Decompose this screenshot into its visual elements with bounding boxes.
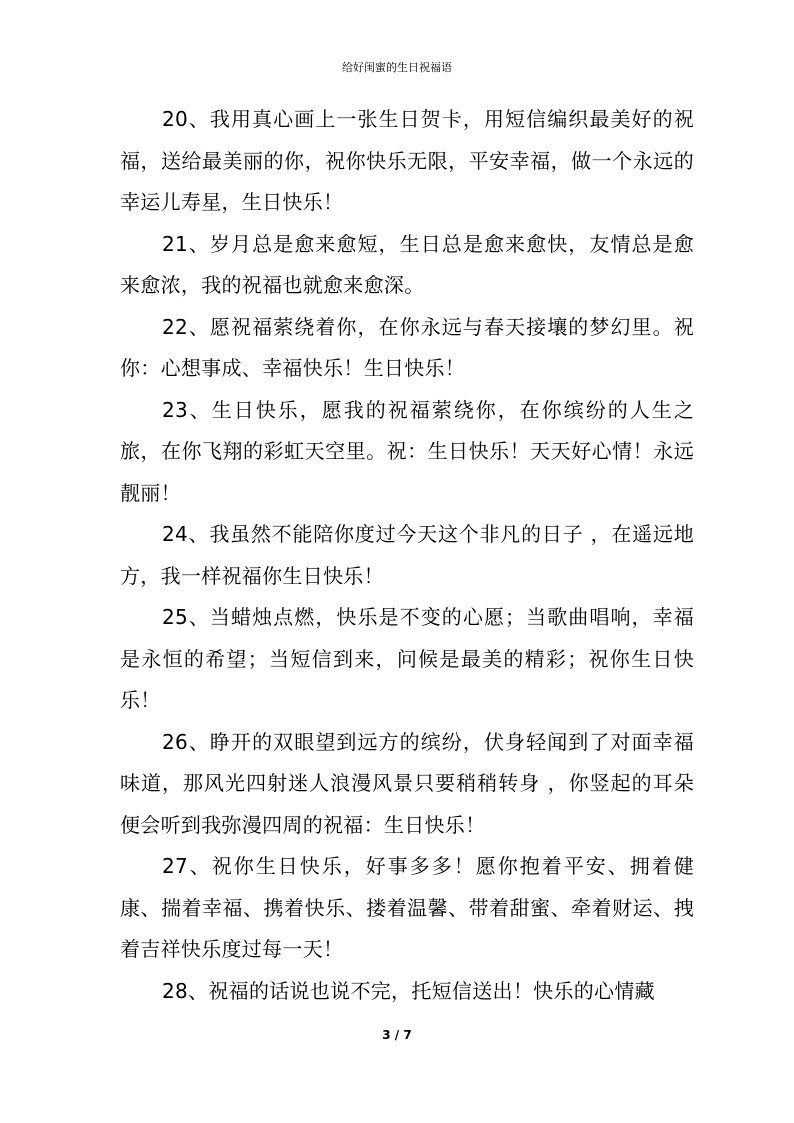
paragraph-22: 22、愿祝福萦绕着你，在你永远与春天接壤的梦幻里。祝你：心想事成、幸福快乐！生日快乐！ [120, 314, 694, 380]
document-body [120, 99, 694, 1012]
paragraph-28: 28、祝福的话说也说不完，托短信送出！快乐的心情藏 [162, 978, 655, 1003]
paragraph-20: 20、我用真心画上一张生日贺卡，用短信编织最美好的祝福，送给最美丽的你，祝你快乐无限，平安幸福，做一个永远的幸运儿寿星，生日快乐！ [120, 107, 694, 214]
paragraph-21: 21、岁月总是愈来愈短，生日总是愈来愈快，友情总是愈来愈浓，我的祝福也就愈来愈深。 [120, 231, 694, 297]
page-number: 3 / 7 [382, 1028, 412, 1042]
paragraph-27: 27、祝你生日快乐，好事多多！愿你抱着平安、拥着健康、揣着幸福、携着快乐、搂着温馨、带着甜蜜、牵着财运、拽着吉祥快乐度过每一天！ [120, 854, 694, 961]
paragraph-26: 26、睁开的双眼望到远方的缤纷，伏身轻闻到了对面幸福味道，那风光四射迷人浪漫风景只要稍稍转身 ，你竖起的耳朵便会听到我弥漫四周的祝福：生日快乐！ [120, 729, 694, 837]
paragraph-23: 23、生日快乐，愿我的祝福萦绕你，在你缤纷的人生之旅，在你飞翔的彩虹天空里。祝：生日快乐！天天好心情！永远靓丽！ [120, 397, 694, 505]
page-header: 给好闺蜜的生日祝福语 [342, 61, 452, 74]
paragraph-24: 24、我虽然不能陪你度过今天这个非凡的日子 ，在遥远地方，我一样祝福你生日快乐！ [120, 522, 694, 588]
paragraph-25: 25、当蜡烛点燃，快乐是不变的心愿；当歌曲唱响，幸福是永恒的希望；当短信到来，问候是最美的精彩；祝你生日快乐！ [120, 605, 694, 712]
